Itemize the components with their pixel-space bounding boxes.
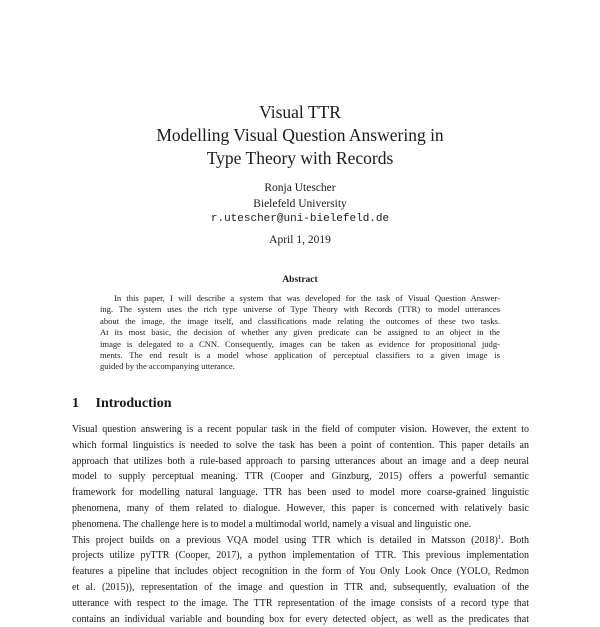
paper-date: April 1, 2019: [269, 234, 331, 246]
body-line: Visual question answering is a recent popular task in the field of computer vision. However, the extent to: [72, 424, 529, 435]
abstract-text: [100, 293, 500, 373]
body-text: [72, 422, 529, 627]
abstract-heading: Abstract: [282, 275, 318, 285]
title-line: Type Theory with Records: [206, 148, 394, 168]
footnote-marker[interactable]: 1: [497, 533, 502, 541]
abstract-line: guided by the accompanying utterance.: [100, 361, 235, 372]
body-line: phenomena. The challenge here is to model a multimodal world, namely a visual and linguistic one.: [72, 518, 472, 530]
section-heading: [72, 396, 171, 412]
abstract-line: image is delegated to a CNN. Consequently, images can be taken as evidence for propositional judg-: [100, 338, 500, 349]
author-block: [0, 181, 600, 228]
section-number: 1: [72, 396, 79, 411]
abstract-line: In this paper, I will describe a system that was developed for the task of Visual Question Answer-: [114, 293, 500, 303]
section-title: Introduction: [95, 396, 172, 411]
paper-title: [0, 101, 600, 170]
body-line: which formal linguistics is needed to solve the task has been a point of contention. This paper details an: [72, 439, 529, 451]
body-line-text: . Both: [501, 534, 529, 546]
body-line: projects utilize pyTTR (Cooper, 2017), a python implementation of TTR. This previous implementation: [72, 550, 529, 562]
body-line: utterance with respect to the image. The TTR representation of the image consists of a record type that: [72, 597, 529, 609]
author-affiliation: Bielefeld University: [253, 197, 347, 210]
title-line: Modelling Visual Question Answering in: [156, 125, 444, 145]
body-line: et al. (2015)), representation of the image and question in TTR and, subsequently, evaluation of the: [72, 581, 529, 593]
abstract-line: ments. The end result is a model whose application of perceptual classifiers to a given image is: [100, 350, 500, 361]
body-line: framework for modelling natural language. TTR has been used to model more coarse-grained linguistic: [72, 487, 529, 499]
body-line: contains an individual variable and bounding box for every detected object, as well as the predicates that: [72, 613, 529, 625]
title-line: Visual TTR: [259, 102, 341, 122]
abstract-line: about the image, the image itself, and classifications made relating the outcomes of these two tasks.: [100, 315, 500, 326]
abstract-line: ing. The system uses the rich type universe of Type Theory with Records (TTR) to model utterances: [100, 304, 500, 315]
abstract-line: At its most basic, the decision of whether any given predicate can be assigned to an object in the: [100, 327, 500, 338]
body-line: features a pipeline that includes object recognition in the form of You Only Look Once (YOLO, Redmon: [72, 566, 529, 578]
body-line-text: This project builds on a previous VQA model using TTR which is detailed in Matsson (2018): [72, 534, 498, 546]
body-line: phenomena, many of them related to dialogue. However, this paper is concerned with relatively basic: [72, 502, 529, 514]
body-line: model to supply perceptual meaning. TTR (Cooper and Ginzburg, 2015) offers a powerful semantic: [72, 471, 529, 483]
body-line: [72, 533, 529, 549]
author-name: Ronja Utescher: [264, 182, 336, 194]
body-line: approach that utilizes both a rule-based approach to parsing utterances about an image and a deep neural: [72, 455, 529, 467]
author-email[interactable]: r.utescher@uni-bielefeld.de: [210, 213, 390, 225]
